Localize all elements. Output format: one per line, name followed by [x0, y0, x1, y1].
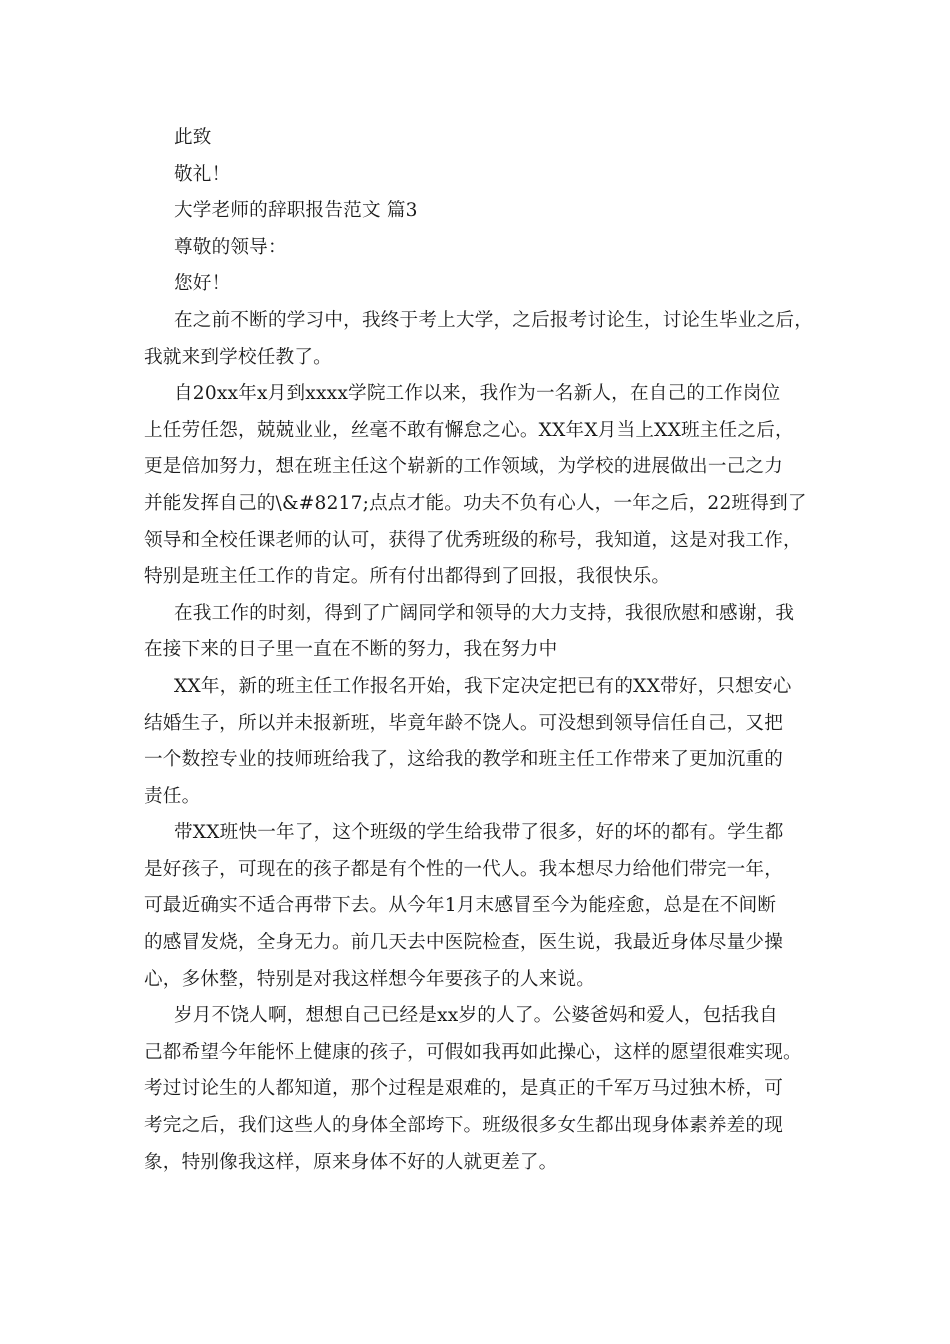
text-line: 带XX班快一年了，这个班级的学生给我带了很多，好的坏的都有。学生都 [174, 822, 784, 844]
paragraph-4 [144, 669, 816, 815]
text-line: 心，多休整，特别是对我这样想今年要孩子的人来说。 [144, 968, 596, 990]
text-line: 我就来到学校任教了。 [144, 346, 332, 368]
text-line: 是好孩子，可现在的孩子都是有个性的一代人。我本想尽力给他们带完一年， [144, 858, 783, 880]
text-line: 考完之后，我们这些人的身体全部垮下。班级很多女生都出现身体素养差的现 [144, 1115, 783, 1137]
text-line: 己都希望今年能怀上健康的孩子，可假如我再如此操心，这样的愿望很难实现。 [144, 1041, 802, 1063]
closing-salute: 敬礼！ [174, 163, 231, 185]
paragraph-2 [144, 376, 816, 596]
text-line: 领导和全校任课老师的认可，获得了优秀班级的称号，我知道，这是对我工作， [144, 529, 802, 551]
text-line: 在接下来的日子里一直在不断的努力，我在努力中 [144, 639, 558, 661]
closing-line: 此致 [174, 127, 212, 148]
document-body [144, 120, 816, 1181]
text-line: 岁月不饶人啊，想想自己已经是xx岁的人了。公婆爸妈和爱人，包括我自 [174, 1005, 778, 1027]
text-line: XX年，新的班主任工作报名开始，我下定决定把已有的XX带好，只想安心 [174, 675, 792, 697]
text-line: 上任劳任怨，兢兢业业，丝毫不敢有懈怠之心。XX年X月当上XX班主任之后， [144, 419, 794, 441]
section-title: 大学老师的辞职报告范文 篇3 [174, 200, 418, 222]
text-line: 在之前不断的学习中，我终于考上大学，之后报考讨论生，讨论生毕业之后， [174, 309, 813, 331]
paragraph-5 [144, 815, 816, 998]
text-line: 考过讨论生的人都知道，那个过程是艰难的，是真正的千军万马过独木桥，可 [144, 1078, 783, 1100]
text-line: 更是倍加努力，想在班主任这个崭新的工作领域，为学校的进展做出一己之力 [144, 456, 783, 478]
text-line: 结婚生子，所以并未报新班，毕竟年龄不饶人。可没想到领导信任自己，又把 [144, 712, 783, 734]
salutation: 尊敬的领导： [174, 236, 287, 258]
text-line: 并能发挥自己的\&#8217;点点才能。功夫不负有心人，一年之后，22班得到了 [144, 492, 807, 514]
paragraph-6 [144, 998, 816, 1181]
paragraph-3 [144, 596, 816, 669]
greeting: 您好！ [174, 273, 231, 295]
text-line: 的感冒发烧，全身无力。前几天去中医院检查，医生说，我最近身体尽量少操 [144, 932, 783, 954]
text-line: 可最近确实不适合再带下去。从今年1月末感冒至今为能痊愈，总是在不间断 [144, 895, 777, 917]
text-line: 特别是班主任工作的肯定。所有付出都得到了回报，我很快乐。 [144, 566, 671, 588]
text-line: 责任。 [144, 785, 201, 807]
text-line: 在我工作的时刻，得到了广阔同学和领导的大力支持，我很欣慰和感谢，我 [174, 602, 795, 624]
paragraph-1 [144, 303, 816, 376]
text-line: 象，特别像我这样，原来身体不好的人就更差了。 [144, 1151, 558, 1173]
text-line: 一个数控专业的技师班给我了，这给我的教学和班主任工作带来了更加沉重的 [144, 749, 783, 771]
text-line: 自20xx年x月到xxxx学院工作以来，我作为一名新人，在自己的工作岗位 [174, 383, 781, 405]
